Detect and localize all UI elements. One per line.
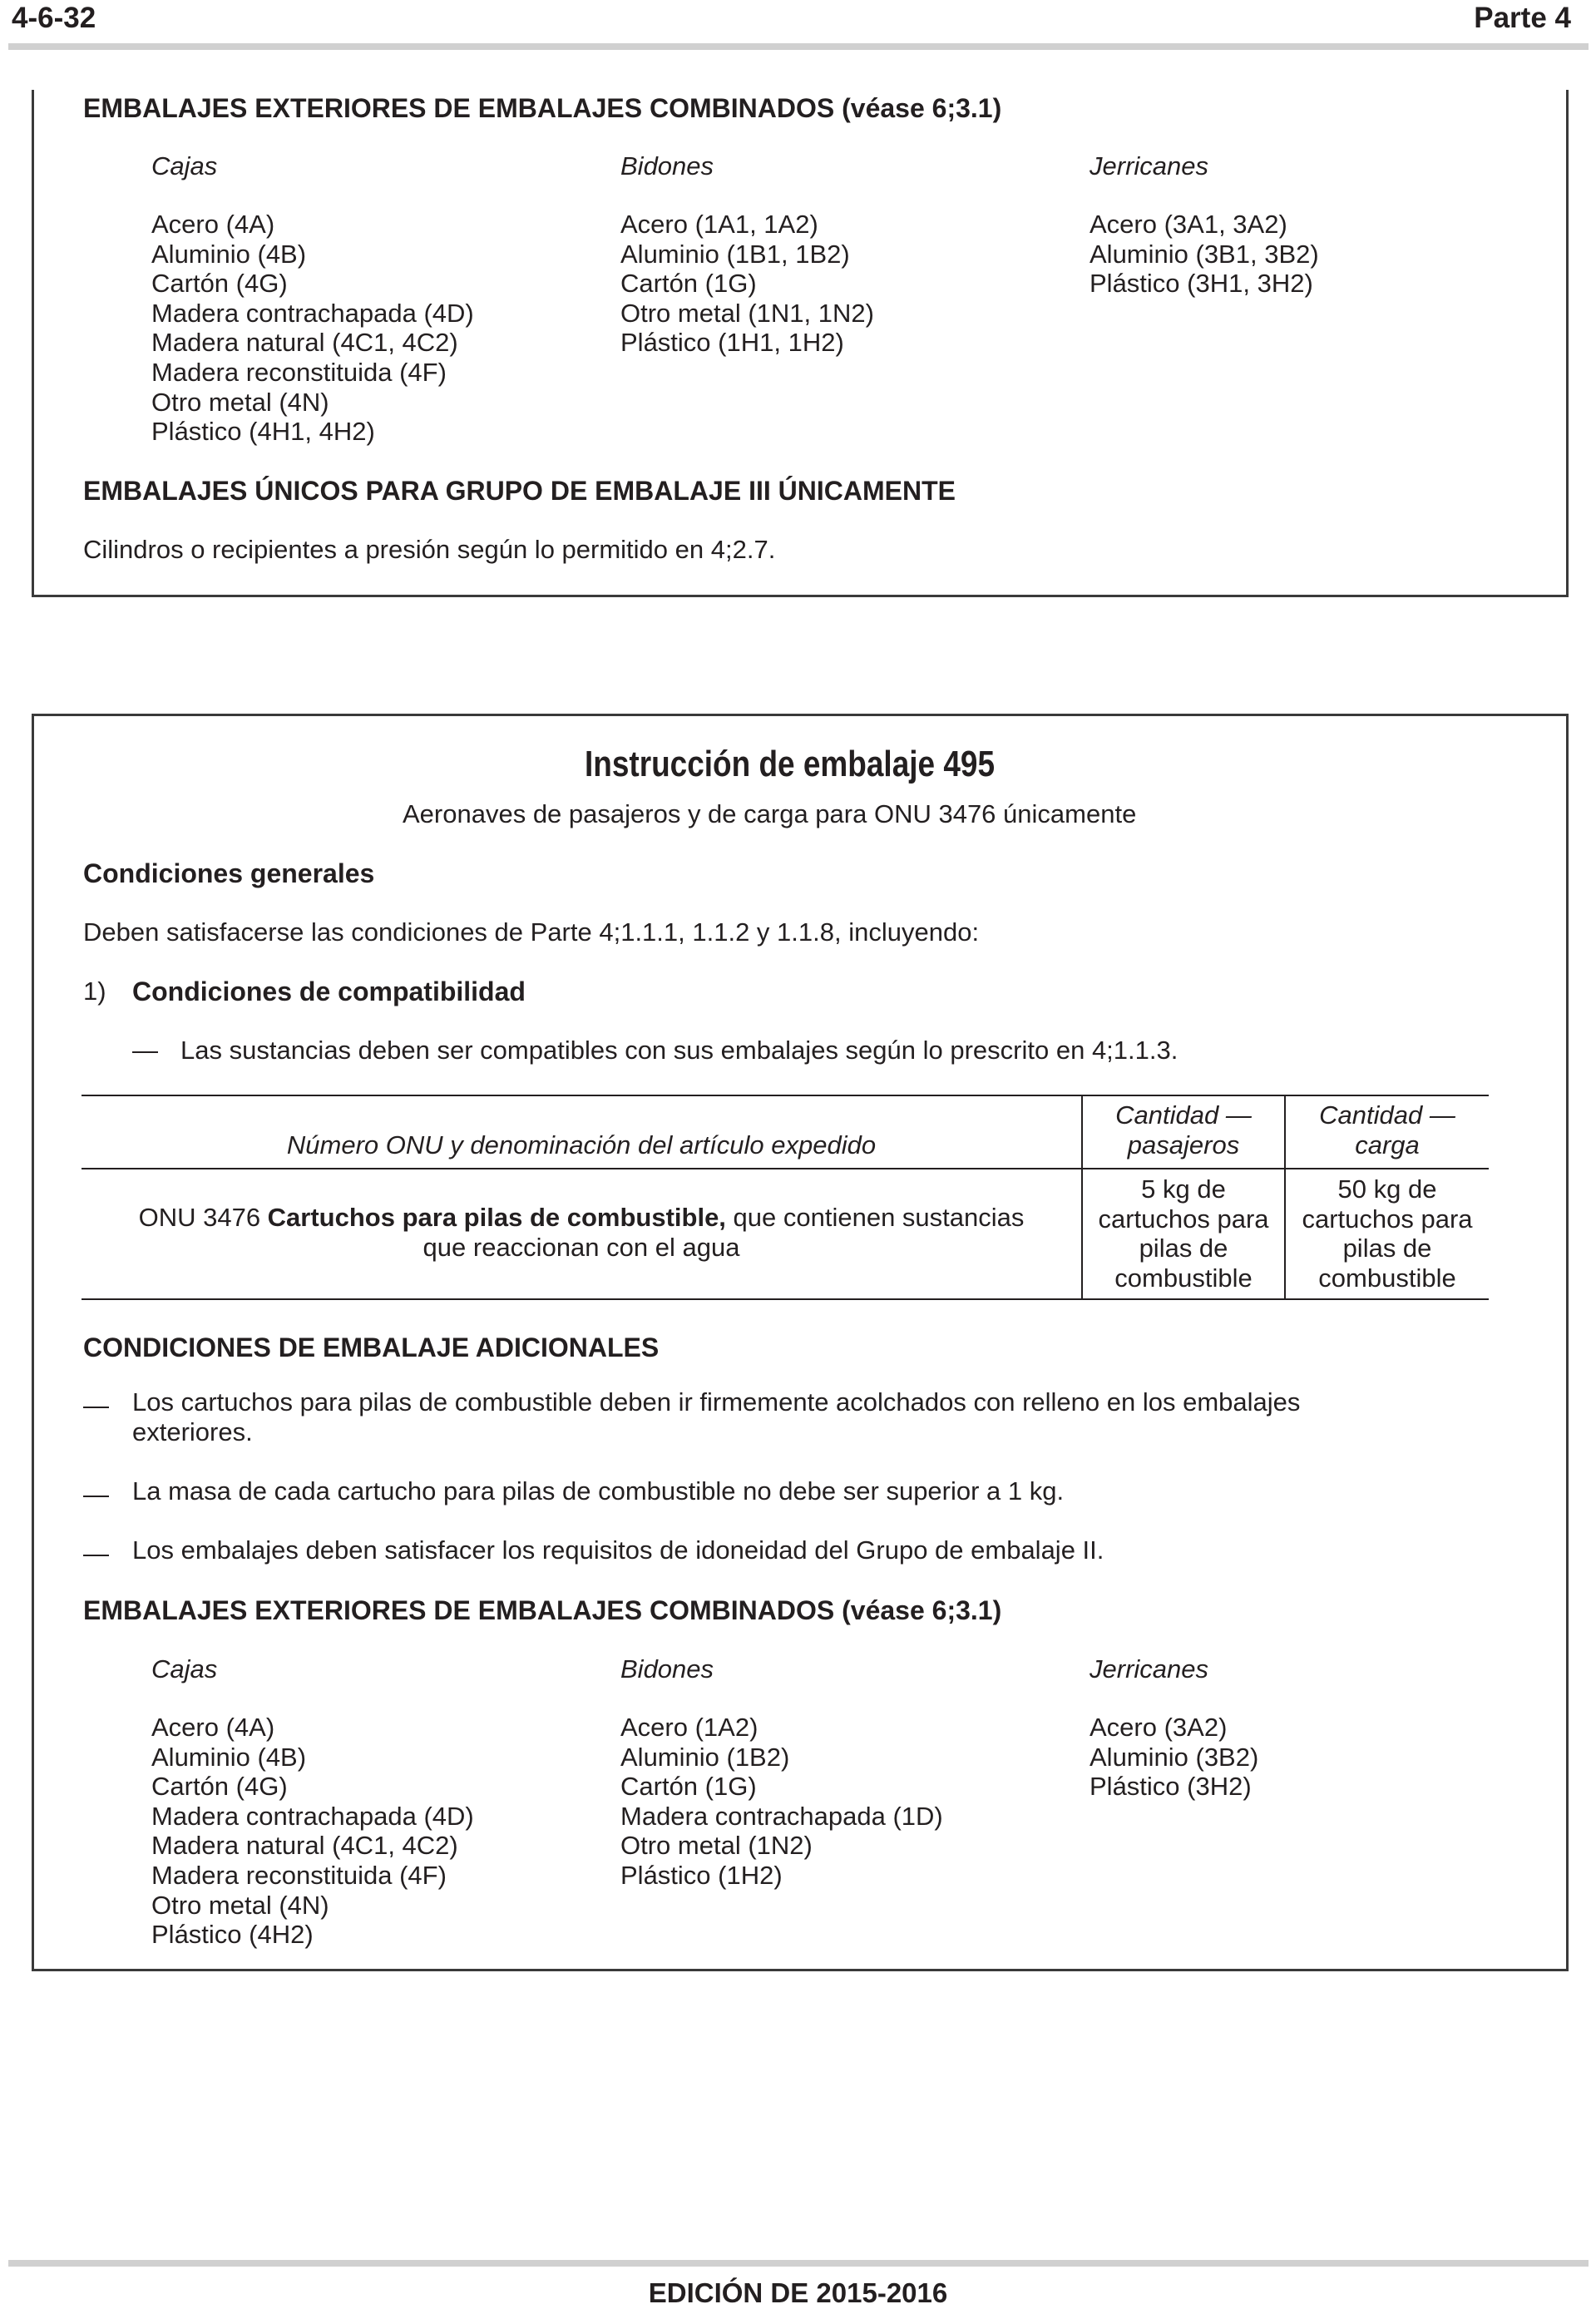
list-item: Aluminio (4B) xyxy=(151,1742,307,1772)
list-item: Plástico (4H2) xyxy=(151,1920,314,1950)
additional-item: Los cartuchos para pilas de combustible deben ir firmemente acolchados con relleno en los embalajes exteriores. xyxy=(132,1387,1301,1446)
compatibility-number: 1) xyxy=(83,977,106,1006)
list-item: Acero (3A1, 3A2) xyxy=(1090,210,1287,239)
article-cell: ONU 3476 Cartuchos para pilas de combustible, que contienen sustancias que reaccionan con el agua xyxy=(138,1203,1025,1262)
jerricanes-list xyxy=(1090,210,1319,299)
col-header-cargo: Cantidad — carga xyxy=(1285,1095,1489,1169)
list-item: Plástico (4H1, 4H2) xyxy=(151,417,375,447)
jerricanes-list xyxy=(1090,1713,1258,1802)
col-header-article: Número ONU y denominación del artículo expedido xyxy=(286,1130,877,1159)
list-item: Otro metal (1N2) xyxy=(620,1831,813,1861)
list-item: Otro metal (4N) xyxy=(151,1890,329,1920)
col-header-passengers: Cantidad — pasajeros xyxy=(1082,1095,1285,1169)
single-packagings-text: Cilindros o recipientes a presión según lo permitido en 4;2.7. xyxy=(83,535,776,564)
list-item: Acero (1A2) xyxy=(620,1713,758,1742)
list-item: Acero (4A) xyxy=(151,210,275,239)
list-item: Aluminio (3B2) xyxy=(1090,1742,1259,1772)
dash-bullet: — xyxy=(132,1036,158,1065)
outer-packagings-heading-2: EMBALAJES EXTERIORES DE EMBALAJES COMBINADOS (véase 6;3.1) xyxy=(83,1595,1002,1625)
dash-bullet: — xyxy=(83,1480,109,1509)
edition-label: EDICIÓN DE 2015-2016 xyxy=(648,2277,948,2308)
list-item: Madera reconstituida (4F) xyxy=(151,357,447,387)
instruction-title: Instrucción de embalaje 495 xyxy=(585,744,996,784)
list-item: Cartón (1G) xyxy=(620,1772,757,1802)
footer-rule xyxy=(8,2260,1589,2267)
list-item: Madera natural (4C1, 4C2) xyxy=(151,1831,458,1861)
cajas-list xyxy=(151,210,474,447)
list-item: Acero (1A1, 1A2) xyxy=(620,210,818,239)
list-item: Cartón (4G) xyxy=(151,1772,288,1802)
list-item: Madera contrachapada (4D) xyxy=(151,1801,474,1831)
list-item: Otro metal (1N1, 1N2) xyxy=(620,298,874,328)
additional-item: La masa de cada cartucho para pilas de combustible no debe ser superior a 1 kg. xyxy=(132,1476,1065,1506)
compatibility-heading: Condiciones de compatibilidad xyxy=(132,977,526,1006)
list-item: Aluminio (1B2) xyxy=(620,1742,790,1772)
bidones-list xyxy=(620,210,874,358)
col-header-cajas: Cajas xyxy=(151,1654,218,1684)
list-item: Acero (4A) xyxy=(151,1713,275,1742)
list-item: Madera contrachapada (1D) xyxy=(620,1801,943,1831)
table-header-row xyxy=(82,1095,1489,1169)
list-item: Madera contrachapada (4D) xyxy=(151,298,474,328)
general-conditions-heading: Condiciones generales xyxy=(83,858,375,888)
additional-item: Los embalajes deben satisfacer los requisitos de idoneidad del Grupo de embalaje II. xyxy=(132,1535,1104,1565)
single-packagings-heading: EMBALAJES ÚNICOS PARA GRUPO DE EMBALAJE III ÚNICAMENTE xyxy=(83,476,956,506)
list-item: Plástico (1H2) xyxy=(620,1860,783,1890)
dash-bullet: — xyxy=(83,1539,109,1568)
table-row xyxy=(82,1169,1489,1298)
outer-packagings-heading: EMBALAJES EXTERIORES DE EMBALAJES COMBINADOS (véase 6;3.1) xyxy=(83,93,1002,123)
col-header-bidones: Bidones xyxy=(620,151,714,180)
col-header-jerricanes: Jerricanes xyxy=(1090,1654,1208,1684)
cajas-list xyxy=(151,1713,474,1950)
col-header-cajas: Cajas xyxy=(151,151,218,180)
col-header-bidones: Bidones xyxy=(620,1654,714,1684)
list-item: Acero (3A2) xyxy=(1090,1713,1228,1742)
list-item: Otro metal (4N) xyxy=(151,387,329,417)
compatibility-text: Las sustancias deben ser compatibles con sus embalajes según lo prescrito en 4;1.1.3. xyxy=(180,1036,1178,1065)
additional-conditions-heading: CONDICIONES DE EMBALAJE ADICIONALES xyxy=(83,1332,660,1362)
list-item: Cartón (4G) xyxy=(151,269,288,299)
cargo-quantity-cell: 50 kg de cartuchos para pilas de combustible xyxy=(1285,1169,1489,1298)
list-item: Cartón (1G) xyxy=(620,269,757,299)
part-label: Parte 4 xyxy=(1474,2,1571,34)
instruction-subtitle: Aeronaves de pasajeros y de carga para ONU 3476 únicamente xyxy=(403,799,1137,828)
list-item: Aluminio (1B1, 1B2) xyxy=(620,239,850,269)
general-conditions-text: Deben satisfacerse las condiciones de Parte 4;1.1.1, 1.1.2 y 1.1.8, incluyendo: xyxy=(83,917,980,947)
col-header-jerricanes: Jerricanes xyxy=(1090,151,1208,180)
bidones-list xyxy=(620,1713,943,1891)
list-item: Plástico (3H1, 3H2) xyxy=(1090,269,1313,299)
list-item: Madera natural (4C1, 4C2) xyxy=(151,328,458,358)
list-item: Aluminio (3B1, 3B2) xyxy=(1090,239,1319,269)
header-rule xyxy=(8,43,1589,50)
list-item: Madera reconstituida (4F) xyxy=(151,1860,447,1890)
dash-bullet: — xyxy=(83,1391,109,1420)
list-item: Plástico (3H2) xyxy=(1090,1772,1252,1802)
quantity-table xyxy=(82,1095,1489,1300)
list-item: Plástico (1H1, 1H2) xyxy=(620,328,844,358)
list-item: Aluminio (4B) xyxy=(151,239,307,269)
page-number: 4-6-32 xyxy=(12,2,96,34)
passenger-quantity-cell: 5 kg de cartuchos para pilas de combustible xyxy=(1082,1169,1285,1298)
